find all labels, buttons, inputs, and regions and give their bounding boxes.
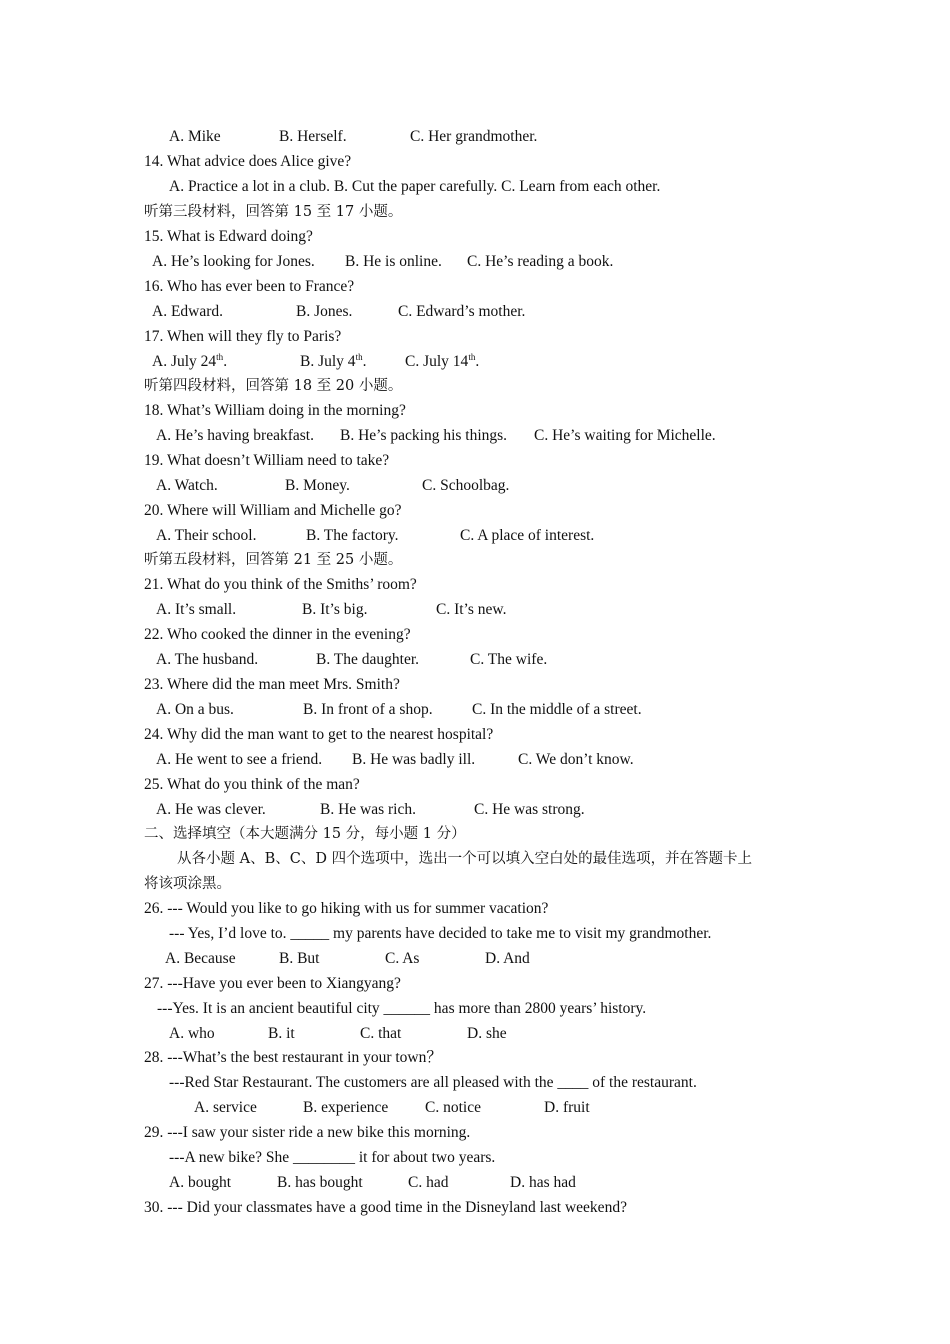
ordinal-suffix: th — [355, 351, 363, 362]
answer-option — [152, 352, 227, 372]
answer-option: C. that — [360, 1025, 402, 1042]
ordinal-suffix: th — [216, 351, 224, 362]
answer-option: B. has bought — [277, 1174, 363, 1191]
question-line: 听第四段材料，回答第 18 至 20 小题。 — [144, 378, 403, 394]
question-line: 22. Who cooked the dinner in the evening? — [144, 626, 411, 643]
answer-option: C. had — [408, 1174, 449, 1191]
question-line: ---Yes. It is an ancient beautiful city ______ has more than 2800 years’ history. — [157, 1000, 647, 1017]
question-line: 20. Where will William and Michelle go? — [144, 502, 402, 519]
answer-option: B. But — [279, 950, 320, 967]
answer-option: A. He went to see a friend. — [156, 751, 323, 768]
question-line: 从各小题 A、B、C、D 四个选项中，选出一个可以填入空白处的最佳选项，并在答题卡上 — [177, 851, 753, 867]
answer-option: B. Jones. — [296, 303, 353, 320]
answer-option: B. The factory. — [306, 527, 399, 544]
answer-option: B. He was badly ill. — [352, 751, 476, 768]
question-line: 听第三段材料，回答第 15 至 17 小题。 — [144, 204, 403, 220]
question-line: 27. ---Have you ever been to Xiangyang? — [144, 975, 401, 992]
answer-option: A. He’s looking for Jones. — [152, 253, 315, 270]
answer-option-punct: . — [475, 353, 480, 370]
answer-option: A. Because — [165, 950, 236, 967]
ordinal-suffix: th — [468, 351, 476, 362]
question-line: 23. Where did the man meet Mrs. Smith? — [144, 676, 400, 693]
answer-option-text: A. July 24 — [152, 353, 217, 370]
answer-option: C. It’s new. — [436, 601, 507, 618]
answer-option: A. bought — [169, 1174, 231, 1191]
answer-option: C. Her grandmother. — [410, 128, 538, 145]
answer-option: C. Edward’s mother. — [398, 303, 526, 320]
answer-option: A. He was clever. — [156, 801, 266, 818]
answer-option: D. she — [467, 1025, 507, 1042]
answer-option: C. The wife. — [470, 651, 548, 668]
answer-option: A. Practice a lot in a club. B. Cut the paper carefully. C. Learn from each other. — [169, 178, 661, 195]
question-line: 28. ---What’s the best restaurant in your town？ — [144, 1049, 442, 1066]
answer-option: B. He was rich. — [320, 801, 416, 818]
question-line: 24. Why did the man want to get to the nearest hospital? — [144, 726, 494, 743]
question-line: 29. ---I saw your sister ride a new bike this morning. — [144, 1124, 471, 1141]
question-line: 听第五段材料，回答第 21 至 25 小题。 — [144, 552, 403, 568]
question-line: 15. What is Edward doing? — [144, 228, 313, 245]
answer-option: C. As — [385, 950, 420, 967]
question-line: 14. What advice does Alice give? — [144, 153, 352, 170]
answer-option: B. He’s packing his things. — [340, 427, 508, 444]
answer-option: A. Mike — [169, 128, 221, 145]
answer-option: A. Their school. — [156, 527, 257, 544]
answer-option: D. fruit — [544, 1099, 590, 1116]
answer-option: C. He’s waiting for Michelle. — [534, 427, 716, 444]
answer-option-text: B. July 4 — [300, 353, 356, 370]
question-line: 二、选择填空（本大题满分 15 分，每小题 1 分） — [144, 826, 466, 842]
answer-option: C. A place of interest. — [460, 527, 595, 544]
question-line: 17. When will they fly to Paris? — [144, 328, 342, 345]
question-line: ---Red Star Restaurant. The customers are all pleased with the ____ of the restaurant. — [169, 1074, 697, 1091]
answer-option: B. it — [268, 1025, 295, 1042]
answer-option: B. He is online. — [345, 253, 442, 270]
answer-option: C. He’s reading a book. — [467, 253, 614, 270]
answer-option: A. He’s having breakfast. — [156, 427, 314, 444]
question-line: 30. --- Did your classmates have a good time in the Disneyland last weekend? — [144, 1199, 627, 1216]
answer-option: C. notice — [425, 1099, 481, 1116]
answer-option: A. Edward. — [152, 303, 224, 320]
answer-option: A. It’s small. — [156, 601, 237, 618]
answer-option-text: C. July 14 — [405, 353, 469, 370]
answer-option: B. experience — [303, 1099, 389, 1116]
answer-option — [405, 352, 479, 372]
answer-option: B. The daughter. — [316, 651, 420, 668]
question-line: 19. What doesn’t William need to take? — [144, 452, 390, 469]
answer-option: B. Herself. — [279, 128, 347, 145]
question-line: 将该项涂黑。 — [144, 876, 231, 892]
answer-option: D. And — [485, 950, 530, 967]
question-line: --- Yes, I’d love to. _____ my parents have decided to take me to visit my grandmother. — [169, 925, 712, 942]
answer-option: B. In front of a shop. — [303, 701, 433, 718]
question-line: 25. What do you think of the man? — [144, 776, 360, 793]
question-line: ---A new bike? She ________ it for about two years. — [169, 1149, 496, 1166]
question-line: 26. --- Would you like to go hiking with us for summer vacation? — [144, 900, 549, 917]
answer-option: A. The husband. — [156, 651, 259, 668]
answer-option: C. We don’t know. — [518, 751, 634, 768]
answer-option-punct: . — [223, 353, 228, 370]
answer-option: D. has had — [510, 1174, 576, 1191]
answer-option: C. In the middle of a street. — [472, 701, 642, 718]
answer-option-punct: . — [362, 353, 367, 370]
answer-option: A. Watch. — [156, 477, 218, 494]
answer-option — [300, 352, 366, 372]
question-line: 21. What do you think of the Smiths’ room? — [144, 576, 417, 593]
answer-option: B. It’s big. — [302, 601, 368, 618]
question-line: 16. Who has ever been to France? — [144, 278, 355, 295]
answer-option: A. On a bus. — [156, 701, 234, 718]
answer-option: C. He was strong. — [474, 801, 585, 818]
answer-option: C. Schoolbag. — [422, 477, 510, 494]
answer-option: A. service — [194, 1099, 257, 1116]
answer-option: A. who — [169, 1025, 215, 1042]
answer-option: B. Money. — [285, 477, 350, 494]
question-line: 18. What’s William doing in the morning? — [144, 402, 406, 419]
